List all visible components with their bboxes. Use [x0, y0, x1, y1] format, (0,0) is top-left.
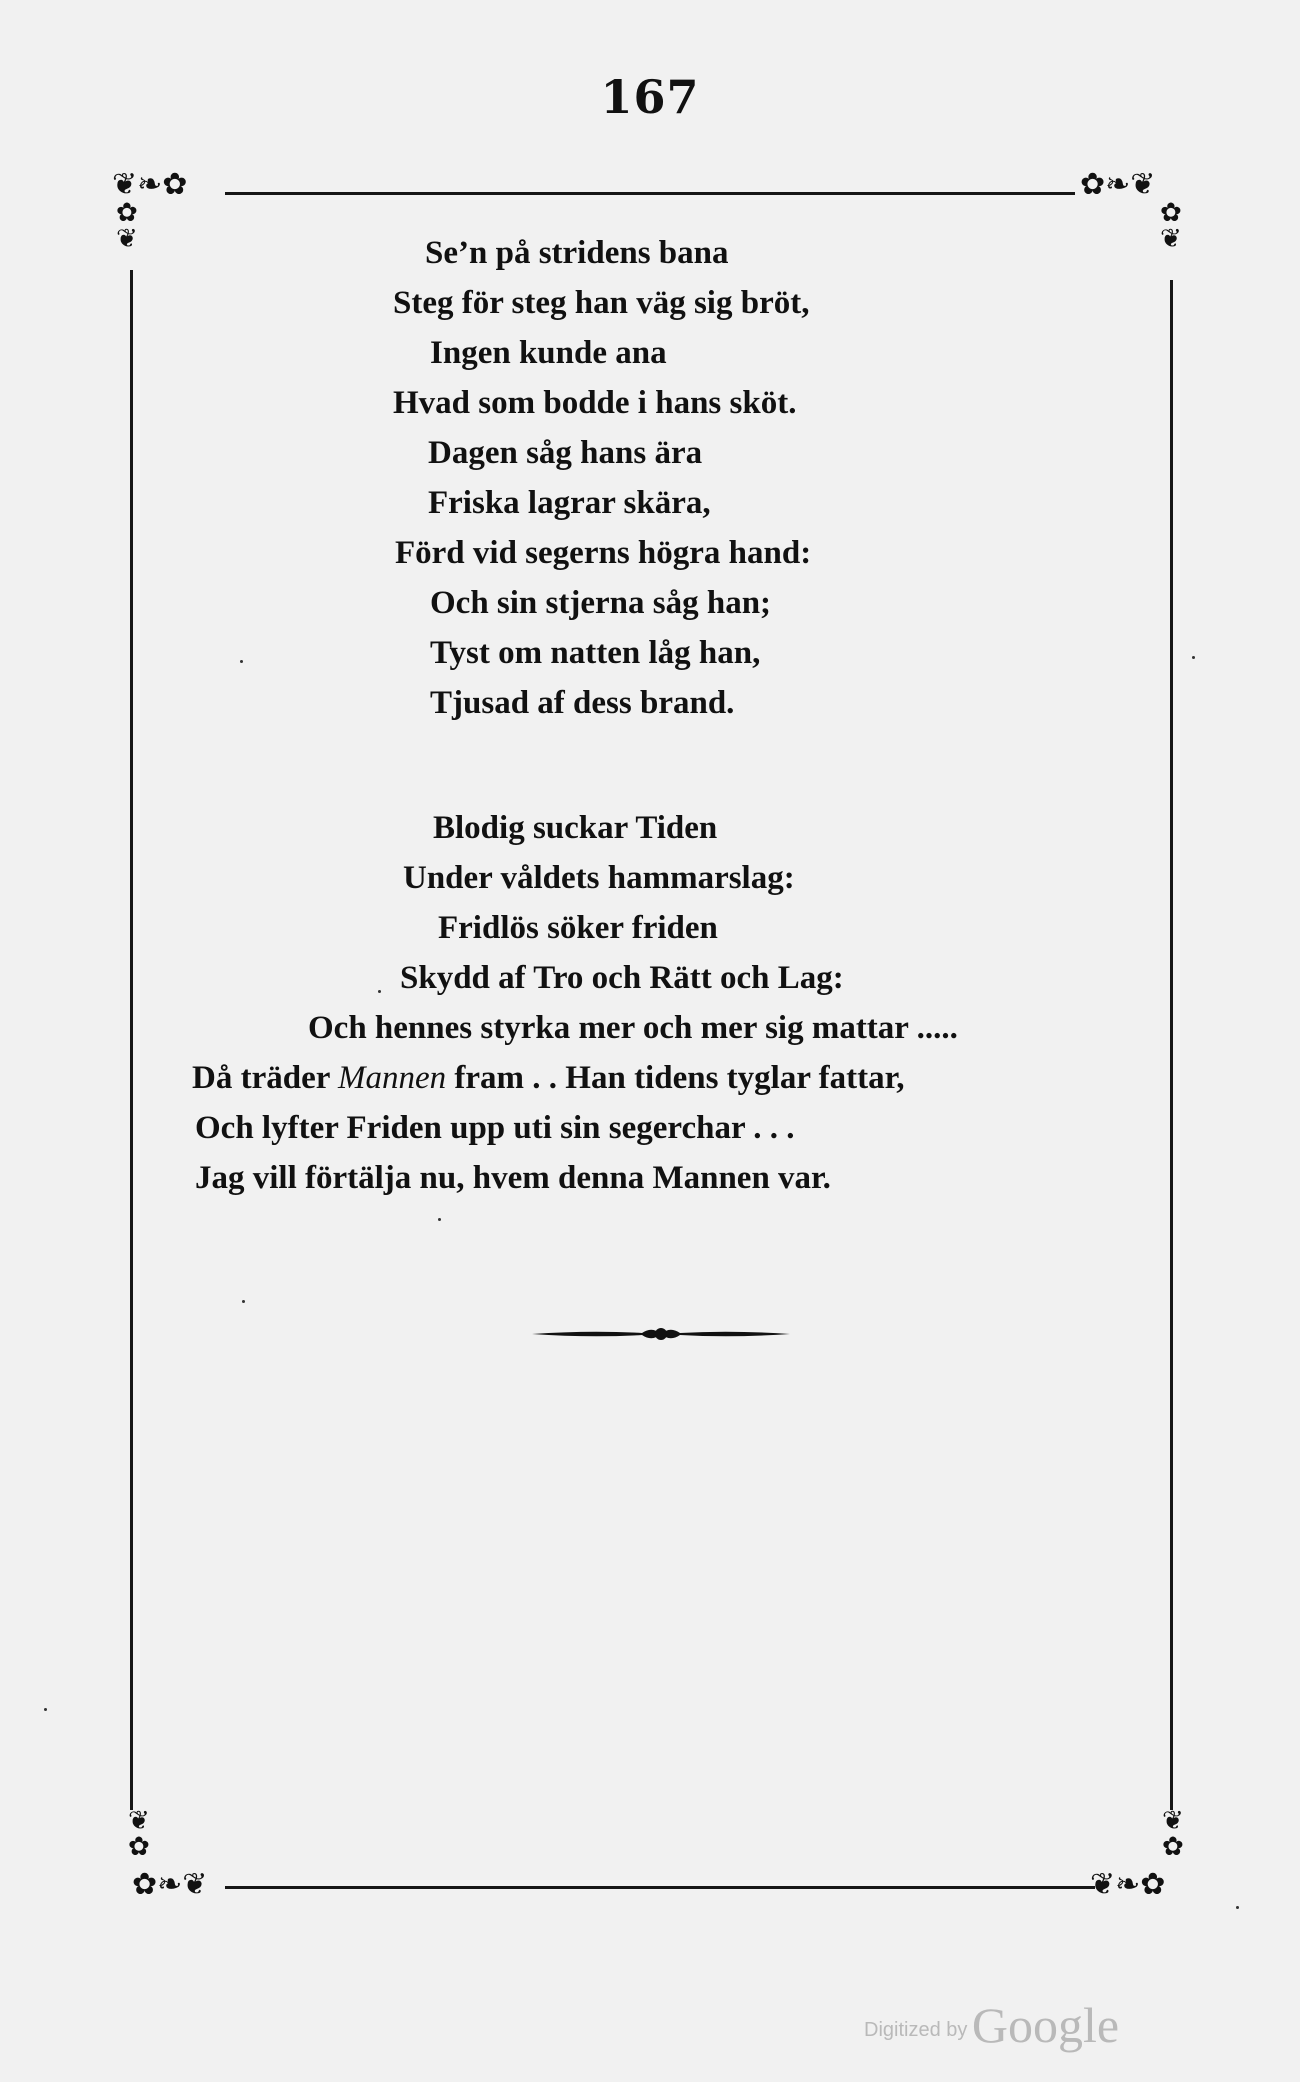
- scan-speck: [378, 990, 381, 993]
- frame-right-border: [1170, 280, 1173, 1810]
- scan-speck: [438, 1218, 441, 1221]
- corner-ornament-icon: ✿❧❦: [132, 1867, 208, 1902]
- verse-line: [192, 1060, 904, 1097]
- verse-text: Då träder: [192, 1060, 339, 1096]
- verse-line: Och lyfter Friden upp uti sin segerchar . . .: [195, 1110, 795, 1146]
- scan-speck: [240, 660, 243, 663]
- verse-line: Se’n på stridens bana: [425, 235, 729, 271]
- corner-ornament-icon: ❦ ✿: [1162, 1806, 1184, 1862]
- frame-top-border: [225, 192, 1075, 195]
- frame-bottom-border: [225, 1886, 1095, 1889]
- verse-line: Fridlös söker friden: [438, 910, 718, 946]
- credit-prefix: Digitized by: [864, 2019, 968, 2041]
- verse-line: Och sin stjerna såg han;: [430, 585, 772, 621]
- verse-line: Blodig suckar Tiden: [433, 810, 718, 846]
- tailpiece-ornament-icon: [530, 1322, 792, 1346]
- page-number: 167: [600, 70, 700, 124]
- corner-ornament-icon: ❦❧✿: [1090, 1867, 1166, 1902]
- verse-line: Steg för steg han väg sig bröt,: [393, 285, 810, 321]
- frame-left-border: [130, 270, 133, 1810]
- verse-line: Hvad som bodde i hans sköt.: [393, 385, 797, 421]
- corner-ornament-icon: ✿ ❦: [116, 198, 138, 254]
- corner-ornament-icon: ✿ ❦: [1160, 198, 1182, 254]
- corner-ornament-icon: ✿❧❦: [1080, 167, 1156, 202]
- scan-speck: [1236, 1906, 1239, 1909]
- verse-line: Tjusad af dess brand.: [430, 685, 735, 721]
- scan-speck: [242, 1300, 245, 1303]
- verse-text: fram . . Han tidens tyglar fattar,: [446, 1060, 905, 1096]
- corner-ornament-icon: ❦❧✿: [112, 167, 188, 202]
- verse-line: Skydd af Tro och Rätt och Lag:: [400, 960, 844, 996]
- scan-speck: [44, 1708, 47, 1711]
- emphasized-word: Mannen: [338, 1060, 447, 1096]
- verse-line: Och hennes styrka mer och mer sig mattar .....: [308, 1010, 958, 1046]
- verse-line: Dagen såg hans ära: [428, 435, 703, 471]
- verse-line: Under våldets hammarslag:: [403, 860, 795, 896]
- verse-line: Ingen kunde ana: [430, 335, 667, 371]
- scan-speck: [1192, 656, 1195, 659]
- verse-line: Tyst om natten låg han,: [430, 635, 761, 671]
- google-logo: Google: [971, 1997, 1120, 2053]
- corner-ornament-icon: ❦ ✿: [128, 1806, 150, 1862]
- verse-line: Jag vill förtälja nu, hvem denna Mannen var.: [195, 1160, 831, 1196]
- digitized-credit: [864, 1996, 1119, 2054]
- verse-line: Friska lagrar skära,: [428, 485, 711, 521]
- verse-line: Förd vid segerns högra hand:: [395, 535, 812, 571]
